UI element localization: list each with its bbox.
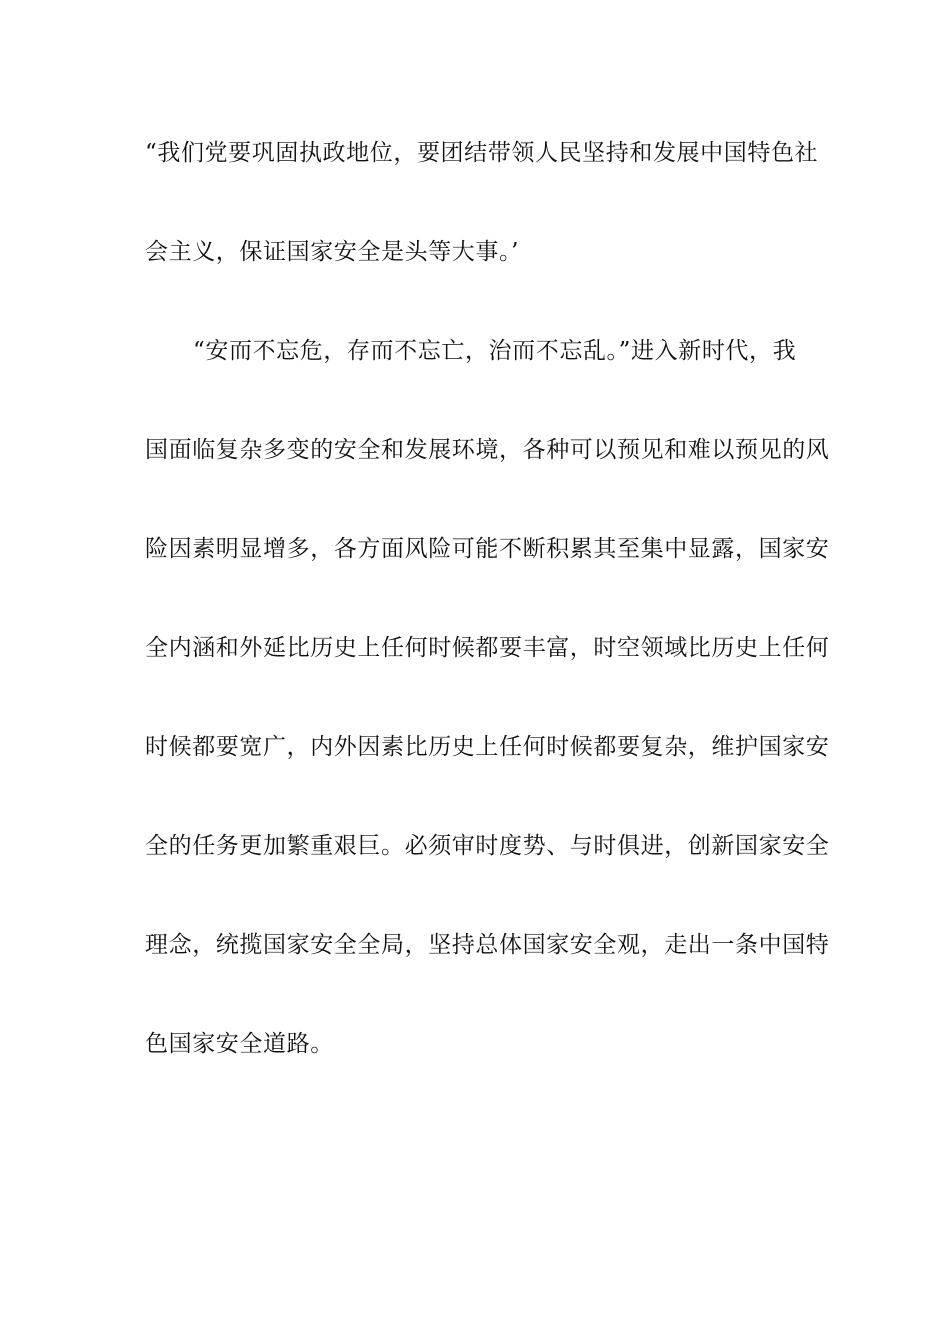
text-line: 全的任务更加繁重艰巨。必须审时度势、与时俱进，创新国家安全 xyxy=(145,833,830,859)
document-body xyxy=(145,128,830,1118)
text-line: 时候都要宽广，内外因素比历史上任何时候都要复杂，维护国家安 xyxy=(145,734,830,760)
text-line: 险因素明显增多，各方面风险可能不断积累其至集中显露，国家安 xyxy=(145,536,830,562)
text-line: 色国家安全道路。 xyxy=(145,1031,334,1057)
text-line: 国面临复杂多变的安全和发展环境，各种可以预见和难以预见的风 xyxy=(145,437,830,463)
text-line: “安而不忘危，存而不忘亡，治而不忘乱。”进入新时代，我 xyxy=(193,338,797,364)
text-line: “我们党要巩固执政地位，要团结带领人民坚持和发展中国特色社 xyxy=(145,140,819,166)
text-line: 全内涵和外延比历史上任何时候都要丰富，时空领域比历史上任何 xyxy=(145,635,830,661)
text-line: 理念，统揽国家安全全局，坚持总体国家安全观，走出一条中国特 xyxy=(145,932,830,958)
text-line: 会主义，保证国家安全是头等大事。’ xyxy=(145,239,520,265)
